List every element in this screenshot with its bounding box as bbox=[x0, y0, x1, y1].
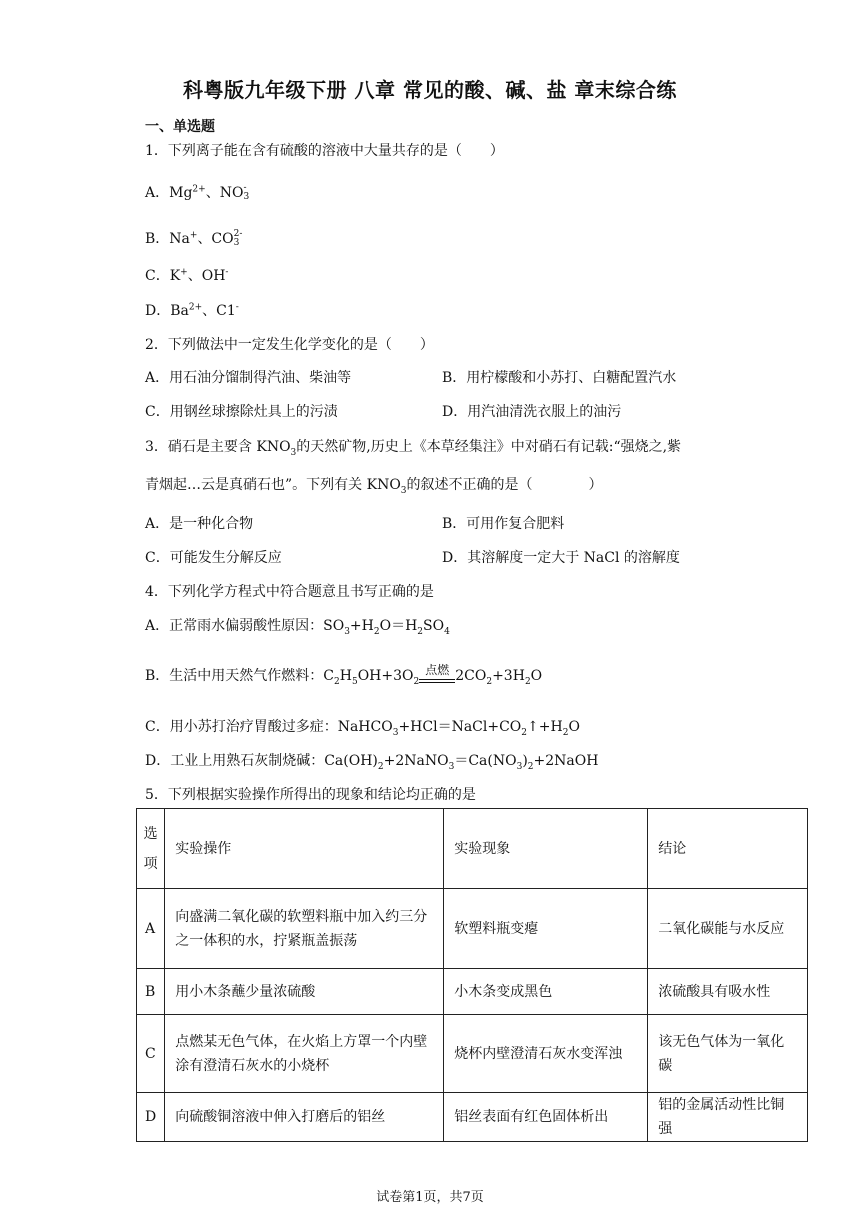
row-phenomenon: 软塑料瓶变瘪 bbox=[444, 889, 648, 969]
table-row bbox=[137, 1093, 808, 1142]
q3-option-c: C．可能发生分解反应 bbox=[145, 550, 282, 566]
q4-option-d: D．工业上用熟石灰制烧碱：$Ca(OH)_2+2NaNO_3=Ca(NO_3)_2+2NaOH$ bbox=[145, 753, 599, 772]
row-phenomenon: 铝丝表面有红色固体析出 bbox=[444, 1093, 648, 1142]
row-operation: 向硫酸铜溶液中伸入打磨后的铝丝 bbox=[165, 1093, 444, 1142]
q2-option-d: D．用汽油清洗衣服上的油污 bbox=[442, 404, 622, 420]
section-heading: 一、单选题 bbox=[145, 119, 215, 135]
header-phenomenon: 实验现象 bbox=[444, 809, 648, 889]
q1-option-a: A．$Mg^{2+}$、NO- 3 bbox=[145, 183, 250, 202]
row-operation: 点燃某无色气体，在火焰上方罩一个内壁涂有澄清石灰水的小烧杯 bbox=[165, 1015, 444, 1093]
table-header-row bbox=[137, 809, 808, 889]
q3-stem-line2: 青烟起…云是真硝石也”。下列有关 $KNO_3$的叙述不正确的是（ ） bbox=[145, 477, 603, 496]
row-phenomenon: 烧杯内壁澄清石灰水变浑浊 bbox=[444, 1015, 648, 1093]
q4-stem: 4．下列化学方程式中符合题意且书写正确的是 bbox=[145, 584, 434, 600]
row-conclusion: 二氧化碳能与水反应 bbox=[648, 889, 808, 969]
q2-option-b: B．用柠檬酸和小苏打、白糖配置汽水 bbox=[442, 370, 677, 386]
table-row bbox=[137, 969, 808, 1015]
reaction-condition: 点燃 bbox=[419, 679, 455, 687]
q4-option-b: B．生活中用天然气作燃料：$C_2H_5OH+3O_2$ 点燃 $2CO_2+3H_2O$ bbox=[145, 662, 543, 687]
table-row bbox=[137, 889, 808, 969]
row-conclusion: 浓硫酸具有吸水性 bbox=[648, 969, 808, 1015]
row-phenomenon: 小木条变成黑色 bbox=[444, 969, 648, 1015]
row-option: D bbox=[137, 1093, 165, 1142]
row-option: B bbox=[137, 969, 165, 1015]
q4-option-c: C．用小苏打治疗胃酸过多症：$NaHCO_3+HCl=NaCl+CO_2↑+H_2O$ bbox=[145, 719, 580, 738]
q1-stem: 1．下列离子能在含有硫酸的溶液中大量共存的是（ ） bbox=[145, 143, 504, 159]
q2-stem: 2．下列做法中一定发生化学变化的是（ ） bbox=[145, 337, 434, 353]
q3-option-b: B．可用作复合肥料 bbox=[442, 516, 565, 532]
q2-option-a: A．用石油分馏制得汽油、柴油等 bbox=[145, 370, 352, 386]
header-conclusion: 结论 bbox=[648, 809, 808, 889]
row-conclusion: 该无色气体为一氧化碳 bbox=[648, 1015, 808, 1093]
row-operation: 用小木条蘸少量浓硫酸 bbox=[165, 969, 444, 1015]
page-title: 科粤版九年级下册 八章 常见的酸、碱、盐 章末综合练 bbox=[183, 78, 677, 102]
q4-option-a: A．正常雨水偏弱酸性原因：$SO_3+H_2O=H_2SO_4$ bbox=[145, 618, 450, 637]
row-conclusion: 铝的金属活动性比铜强 bbox=[648, 1093, 808, 1142]
header-option: 选项 bbox=[137, 809, 165, 889]
q3-option-a: A．是一种化合物 bbox=[145, 516, 254, 532]
q1-option-d: D．$Ba^{2+}$、C1- bbox=[145, 302, 239, 319]
header-operation: 实验操作 bbox=[165, 809, 444, 889]
experiment-table bbox=[136, 808, 808, 1142]
page-footer: 试卷第1页，共7页 bbox=[376, 1190, 484, 1205]
q1-option-b: B．Na+、CO2- 3 bbox=[145, 229, 243, 248]
q3-stem-line1: 3．硝石是主要含 $KNO_3$的天然矿物,历史上《本草经集注》中对硝石有记载:“强烧之,紫 bbox=[145, 439, 682, 458]
q5-stem: 5．下列根据实验操作所得出的现象和结论均正确的是 bbox=[145, 787, 476, 803]
q1-option-c: C．K+、OH- bbox=[145, 267, 229, 284]
row-option: A bbox=[137, 889, 165, 969]
row-option: C bbox=[137, 1015, 165, 1093]
table-row bbox=[137, 1015, 808, 1093]
row-operation: 向盛满二氧化碳的软塑料瓶中加入约三分之一体积的水，拧紧瓶盖振荡 bbox=[165, 889, 444, 969]
q2-option-c: C．用钢丝球擦除灶具上的污渍 bbox=[145, 404, 338, 420]
q3-option-d: D．其溶解度一定大于 NaCl 的溶解度 bbox=[442, 550, 680, 566]
